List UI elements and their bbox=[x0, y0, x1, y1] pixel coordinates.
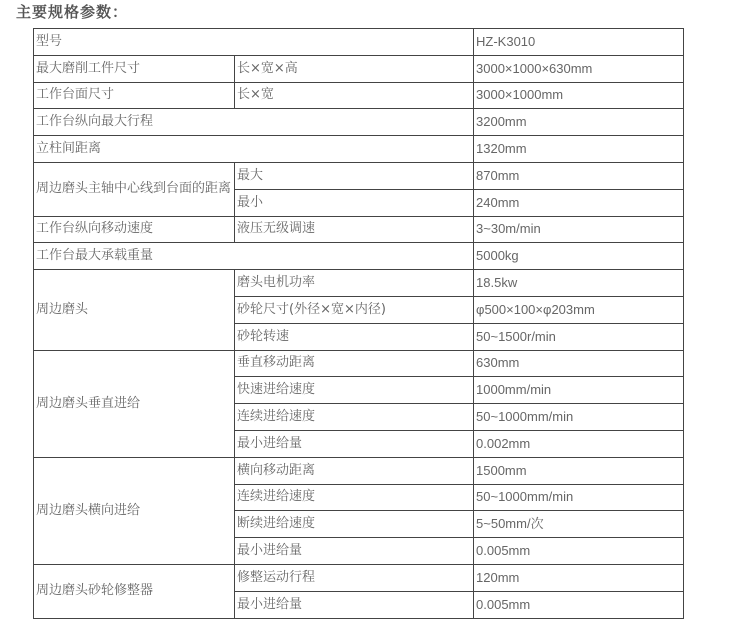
spec-label: 周边磨头垂直进给 bbox=[34, 350, 235, 457]
spec-sublabel: 长×宽×高 bbox=[235, 55, 474, 82]
table-row bbox=[34, 55, 684, 82]
spec-value: 0.002mm bbox=[474, 430, 684, 457]
table-row bbox=[34, 564, 684, 591]
spec-value: 120mm bbox=[474, 564, 684, 591]
spec-label: 周边磨头砂轮修整器 bbox=[34, 564, 235, 618]
spec-label: 周边磨头主轴中心线到台面的距离 bbox=[34, 162, 235, 216]
spec-value: 5~50mm/次 bbox=[474, 511, 684, 538]
spec-table-body bbox=[34, 29, 684, 619]
spec-sublabel: 最小进给量 bbox=[235, 430, 474, 457]
spec-label: 最大磨削工件尺寸 bbox=[34, 55, 235, 82]
table-row bbox=[34, 457, 684, 484]
spec-sublabel: 断续进给速度 bbox=[235, 511, 474, 538]
table-row bbox=[34, 270, 684, 297]
table-row bbox=[34, 216, 684, 243]
spec-label: 立柱间距离 bbox=[34, 136, 474, 163]
spec-value: 3000×1000mm bbox=[474, 82, 684, 109]
spec-sublabel: 连续进给速度 bbox=[235, 484, 474, 511]
spec-value: 50~1000mm/min bbox=[474, 404, 684, 431]
table-row bbox=[34, 162, 684, 189]
spec-value: HZ-K3010 bbox=[474, 29, 684, 56]
spec-value: 18.5kw bbox=[474, 270, 684, 297]
spec-value: 870mm bbox=[474, 162, 684, 189]
spec-sublabel: 垂直移动距离 bbox=[235, 350, 474, 377]
spec-value: 0.005mm bbox=[474, 591, 684, 618]
spec-label: 工作台最大承载重量 bbox=[34, 243, 474, 270]
spec-sublabel: 修整运动行程 bbox=[235, 564, 474, 591]
table-row bbox=[34, 109, 684, 136]
spec-label: 工作台纵向移动速度 bbox=[34, 216, 235, 243]
spec-sublabel: 液压无级调速 bbox=[235, 216, 474, 243]
spec-sublabel: 磨头电机功率 bbox=[235, 270, 474, 297]
spec-value: 50~1000mm/min bbox=[474, 484, 684, 511]
spec-value: 1320mm bbox=[474, 136, 684, 163]
spec-label: 型号 bbox=[34, 29, 474, 56]
table-row bbox=[34, 136, 684, 163]
spec-sublabel: 横向移动距离 bbox=[235, 457, 474, 484]
spec-heading: 主要规格参数： bbox=[16, 3, 129, 21]
spec-value: 3200mm bbox=[474, 109, 684, 136]
spec-label: 工作台纵向最大行程 bbox=[34, 109, 474, 136]
spec-sublabel: 长×宽 bbox=[235, 82, 474, 109]
spec-value: 0.005mm bbox=[474, 538, 684, 565]
table-row bbox=[34, 82, 684, 109]
spec-value: φ500×100×φ203mm bbox=[474, 296, 684, 323]
table-row bbox=[34, 350, 684, 377]
spec-value: 3~30m/min bbox=[474, 216, 684, 243]
spec-sublabel: 最大 bbox=[235, 162, 474, 189]
spec-sublabel: 最小进给量 bbox=[235, 591, 474, 618]
spec-value: 1500mm bbox=[474, 457, 684, 484]
spec-sublabel: 连续进给速度 bbox=[235, 404, 474, 431]
spec-sublabel: 最小 bbox=[235, 189, 474, 216]
spec-value: 1000mm/min bbox=[474, 377, 684, 404]
spec-sublabel: 砂轮转速 bbox=[235, 323, 474, 350]
spec-sublabel: 最小进给量 bbox=[235, 538, 474, 565]
spec-label: 周边磨头横向进给 bbox=[34, 457, 235, 564]
spec-value: 50~1500r/min bbox=[474, 323, 684, 350]
table-row bbox=[34, 29, 684, 56]
table-row bbox=[34, 243, 684, 270]
spec-value: 240mm bbox=[474, 189, 684, 216]
spec-label: 工作台面尺寸 bbox=[34, 82, 235, 109]
spec-value: 5000kg bbox=[474, 243, 684, 270]
spec-sublabel: 快速进给速度 bbox=[235, 377, 474, 404]
spec-value: 630mm bbox=[474, 350, 684, 377]
spec-label: 周边磨头 bbox=[34, 270, 235, 350]
spec-table bbox=[33, 28, 684, 619]
spec-sublabel: 砂轮尺寸(外径×宽×内径) bbox=[235, 296, 474, 323]
spec-value: 3000×1000×630mm bbox=[474, 55, 684, 82]
